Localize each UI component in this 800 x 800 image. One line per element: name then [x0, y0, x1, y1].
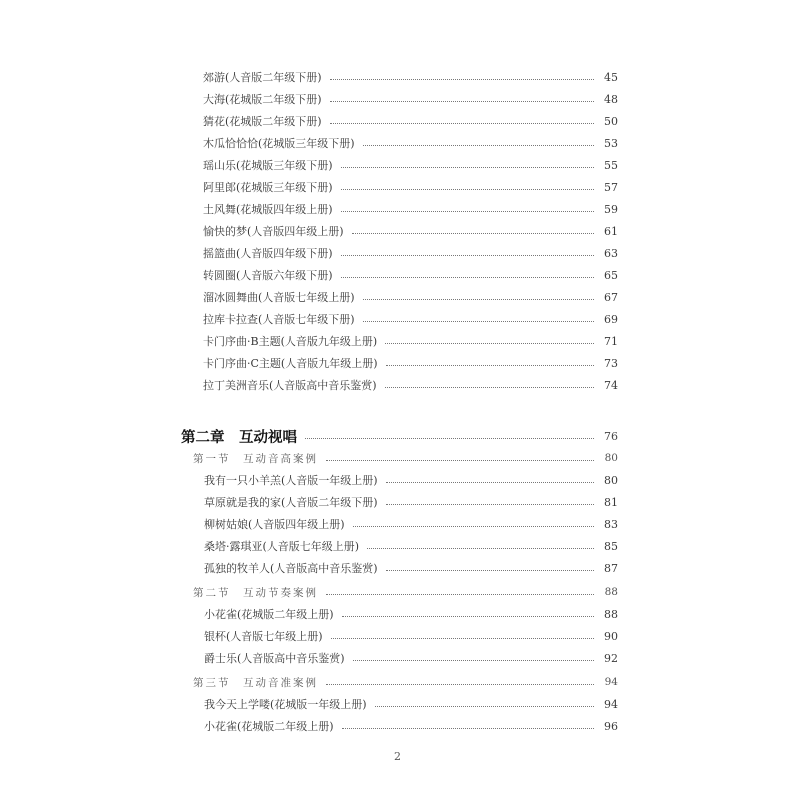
toc-entry[interactable]	[203, 178, 618, 196]
section-page: 94	[604, 676, 618, 688]
toc-entry[interactable]	[203, 266, 618, 284]
dot-leader	[386, 364, 595, 366]
dot-leader	[363, 320, 594, 322]
dot-leader	[331, 637, 594, 639]
entry-title: 瑶山乐(花城版三年级下册)	[203, 159, 333, 172]
dot-leader	[386, 569, 594, 571]
entry-page: 55	[604, 158, 618, 172]
entry-page: 88	[604, 607, 618, 621]
toc-entry[interactable]	[204, 695, 618, 713]
entry-page: 83	[604, 517, 618, 531]
dot-leader	[330, 78, 594, 80]
entry-title: 卡门序曲·C主题(人音版九年级上册)	[203, 357, 378, 370]
entry-title: 拉丁美洲音乐(人音版高中音乐鉴赏)	[203, 379, 377, 392]
entry-page: 94	[604, 697, 618, 711]
dot-leader	[342, 615, 594, 617]
dot-leader	[330, 100, 594, 102]
entry-page: 48	[604, 92, 618, 106]
dot-leader	[326, 459, 594, 461]
dot-leader	[353, 525, 594, 527]
entry-title: 拉库卡拉查(人音版七年级下册)	[203, 313, 355, 326]
toc-entry[interactable]	[204, 515, 618, 533]
dot-leader	[305, 437, 594, 439]
entry-title: 土风舞(花城版四年级上册)	[203, 203, 333, 216]
dot-leader	[352, 232, 594, 234]
entry-page: 50	[604, 114, 618, 128]
entry-page: 96	[604, 719, 618, 733]
toc-entry[interactable]	[203, 354, 618, 372]
toc-entry[interactable]	[203, 68, 618, 86]
entry-page: 67	[604, 290, 618, 304]
dot-leader	[363, 298, 594, 300]
section-page: 80	[604, 452, 618, 464]
chapter-page: 76	[604, 429, 618, 443]
entry-title: 溜冰圆舞曲(人音版七年级上册)	[203, 291, 355, 304]
dot-leader	[386, 481, 594, 483]
entry-page: 53	[604, 136, 618, 150]
toc-entry[interactable]	[203, 200, 618, 218]
toc-entry[interactable]	[204, 717, 618, 735]
entry-title: 小花雀(花城版二年级上册)	[204, 608, 334, 621]
entry-page: 87	[604, 561, 618, 575]
entry-page: 74	[604, 378, 618, 392]
entry-page: 71	[604, 334, 618, 348]
dot-leader	[342, 727, 594, 729]
toc-entry[interactable]	[203, 244, 618, 262]
toc-entry[interactable]	[204, 471, 618, 489]
toc-entry[interactable]	[203, 156, 618, 174]
dot-leader	[385, 386, 594, 388]
entry-page: 85	[604, 539, 618, 553]
entry-title: 小花雀(花城版二年级上册)	[204, 720, 334, 733]
toc-section-heading[interactable]	[193, 673, 618, 691]
entry-page: 57	[604, 180, 618, 194]
toc-entry[interactable]	[203, 90, 618, 108]
entry-title: 木瓜恰恰恰(花城版三年级下册)	[203, 137, 355, 150]
dot-leader	[341, 254, 594, 256]
toc-entry[interactable]	[204, 649, 618, 667]
entry-title: 阿里郎(花城版三年级下册)	[203, 181, 333, 194]
toc-entry[interactable]	[203, 112, 618, 130]
entry-page: 69	[604, 312, 618, 326]
entry-title: 桑塔·露琪亚(人音版七年级上册)	[204, 540, 360, 553]
toc-chapter-heading[interactable]	[181, 425, 618, 447]
dot-leader	[367, 547, 594, 549]
section-title: 第三节 互动音准案例	[193, 676, 318, 689]
entry-title: 猜花(花城版二年级下册)	[203, 115, 322, 128]
chapter-title: 第二章 互动视唱	[181, 428, 297, 446]
entry-page: 63	[604, 246, 618, 260]
entry-title: 柳树姑娘(人音版四年级上册)	[204, 518, 345, 531]
entry-title: 孤独的牧羊人(人音版高中音乐鉴赏)	[204, 562, 378, 575]
entry-title: 转圆圈(人音版六年级下册)	[203, 269, 333, 282]
entry-title: 愉快的梦(人音版四年级上册)	[203, 225, 344, 238]
toc-entry[interactable]	[204, 627, 618, 645]
dot-leader	[375, 705, 594, 707]
dot-leader	[326, 593, 594, 595]
dot-leader	[386, 503, 594, 505]
dot-leader	[341, 166, 594, 168]
toc-entry[interactable]	[204, 605, 618, 623]
entry-page: 45	[604, 70, 618, 84]
toc-entry[interactable]	[204, 493, 618, 511]
toc-entry[interactable]	[203, 310, 618, 328]
toc-entry[interactable]	[203, 222, 618, 240]
toc-entry[interactable]	[203, 288, 618, 306]
section-title: 第二节 互动节奏案例	[193, 586, 318, 599]
dot-leader	[326, 683, 594, 685]
toc-entry[interactable]	[203, 134, 618, 152]
entry-page: 92	[604, 651, 618, 665]
section-title: 第一节 互动音高案例	[193, 452, 318, 465]
dot-leader	[341, 210, 594, 212]
entry-title: 大海(花城版二年级下册)	[203, 93, 322, 106]
entry-page: 61	[604, 224, 618, 238]
dot-leader	[353, 659, 594, 661]
entry-title: 我有一只小羊羔(人音版一年级上册)	[204, 474, 378, 487]
entry-page: 90	[604, 629, 618, 643]
toc-section-heading[interactable]	[193, 449, 618, 467]
entry-page: 65	[604, 268, 618, 282]
page-number: 2	[394, 750, 401, 763]
dot-leader	[330, 122, 594, 124]
toc-entry[interactable]	[204, 537, 618, 555]
dot-leader	[341, 276, 594, 278]
dot-leader	[363, 144, 594, 146]
entry-title: 摇篮曲(人音版四年级下册)	[203, 247, 333, 260]
section-page: 88	[604, 586, 618, 598]
toc-section-heading[interactable]	[193, 583, 618, 601]
entry-page: 73	[604, 356, 618, 370]
entry-page: 81	[604, 495, 618, 509]
entry-title: 草原就是我的家(人音版二年级下册)	[204, 496, 378, 509]
entry-page: 80	[604, 473, 618, 487]
toc-entry[interactable]	[204, 559, 618, 577]
toc-entry[interactable]	[203, 376, 618, 394]
entry-title: 我今天上学喽(花城版一年级上册)	[204, 698, 367, 711]
entry-title: 卡门序曲·B主题(人音版九年级上册)	[203, 335, 378, 348]
entry-page: 59	[604, 202, 618, 216]
dot-leader	[385, 342, 594, 344]
entry-title: 郊游(人音版二年级下册)	[203, 71, 322, 84]
dot-leader	[341, 188, 594, 190]
entry-title: 爵士乐(人音版高中音乐鉴赏)	[204, 652, 345, 665]
entry-title: 银杯(人音版七年级上册)	[204, 630, 323, 643]
toc-entry[interactable]	[203, 332, 618, 350]
